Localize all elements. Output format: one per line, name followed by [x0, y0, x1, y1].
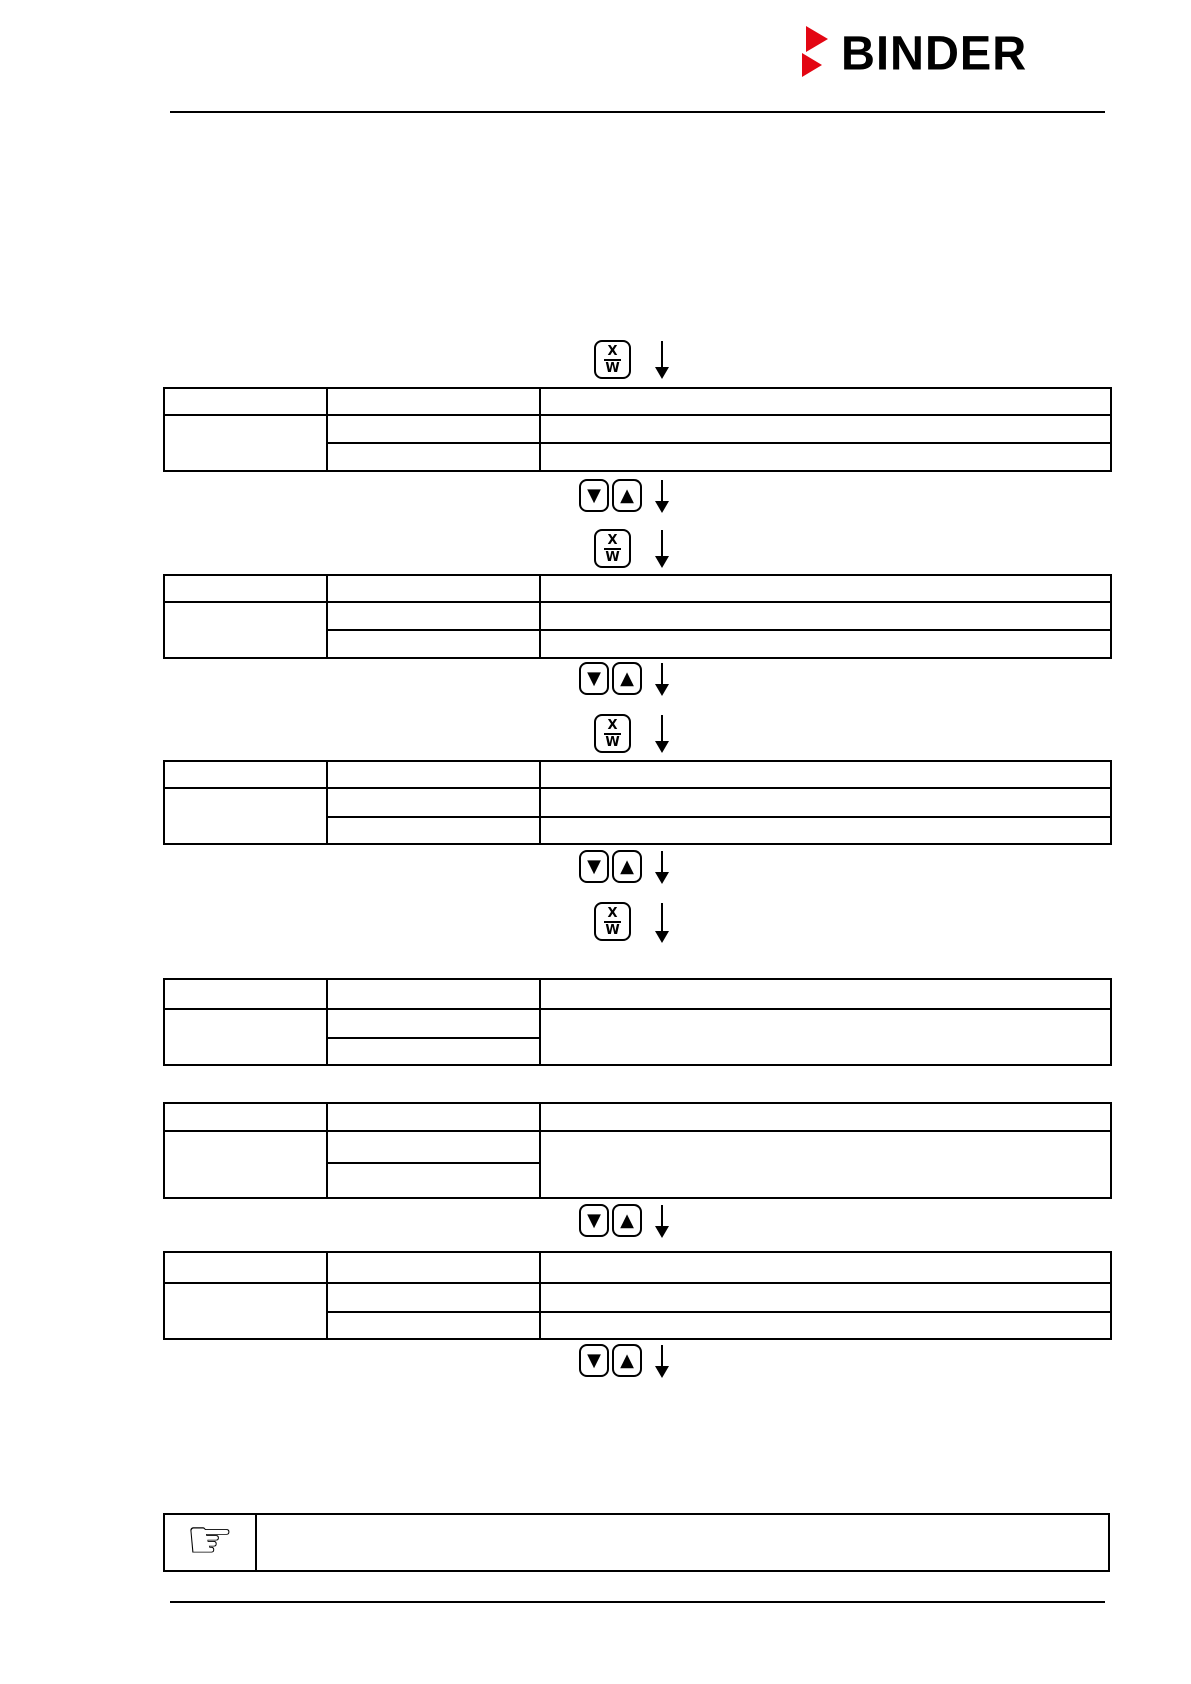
table-1 — [163, 387, 1112, 472]
up-key-icon — [612, 662, 642, 695]
down-arrow-icon — [655, 530, 669, 568]
table-cell — [540, 979, 1111, 1009]
up-key-glyph: ▲ — [620, 667, 634, 689]
table-cell — [164, 979, 327, 1009]
table-cell — [164, 415, 327, 471]
table-cell — [540, 1103, 1111, 1131]
table-cell — [327, 1312, 540, 1339]
table-cell — [327, 443, 540, 471]
xw-key-bottom-label: W — [605, 922, 620, 938]
table-2 — [163, 574, 1112, 659]
table-6 — [163, 1251, 1112, 1340]
table-cell — [327, 979, 540, 1009]
down-arrow-icon — [655, 480, 669, 513]
table-cell — [540, 1252, 1111, 1283]
binder-logo-text: BINDER — [841, 24, 1028, 80]
table-cell — [164, 1103, 327, 1131]
table-cell — [540, 1312, 1111, 1339]
xw-key-top-label: X — [604, 534, 620, 550]
table-cell — [327, 602, 540, 630]
binder-logo — [802, 26, 1027, 78]
table-cell — [327, 1009, 540, 1038]
xw-key-bottom-label: W — [605, 734, 620, 750]
up-key-glyph: ▲ — [620, 1209, 634, 1231]
note-icon-cell — [165, 1507, 257, 1571]
table-cell — [164, 788, 327, 844]
down-key-glyph: ▼ — [587, 484, 601, 506]
up-key-glyph: ▲ — [620, 855, 634, 877]
xw-key-icon — [594, 714, 631, 753]
table-3 — [163, 760, 1112, 845]
table-cell — [327, 388, 540, 415]
down-arrow-icon — [655, 851, 669, 884]
pointing-hand-icon: ☞ — [185, 1507, 235, 1571]
table-cell — [540, 415, 1111, 443]
xw-key-top-label: X — [604, 345, 620, 361]
down-key-icon — [579, 1344, 609, 1377]
up-key-glyph: ▲ — [620, 1349, 634, 1371]
up-key-icon — [612, 479, 642, 512]
table-cell — [540, 630, 1111, 658]
table-5 — [163, 1102, 1112, 1199]
table-cell — [540, 761, 1111, 788]
note-text — [257, 1515, 1108, 1570]
xw-key-icon — [594, 902, 631, 941]
table-cell — [164, 1252, 327, 1283]
table-cell — [327, 1252, 540, 1283]
table-cell — [327, 575, 540, 602]
table-cell — [540, 443, 1111, 471]
down-arrow-icon — [655, 663, 669, 696]
down-key-icon — [579, 1204, 609, 1237]
down-arrow-icon — [655, 1345, 669, 1378]
up-key-icon — [612, 1344, 642, 1377]
down-arrow-icon — [655, 1205, 669, 1238]
xw-key-icon — [594, 529, 631, 568]
down-key-glyph: ▼ — [587, 855, 601, 877]
xw-key-top-label: X — [604, 907, 620, 923]
table-cell — [164, 1009, 327, 1065]
table-cell — [327, 817, 540, 844]
down-arrow-icon — [655, 341, 669, 379]
table-cell — [540, 602, 1111, 630]
table-cell — [540, 1131, 1111, 1198]
down-key-icon — [579, 479, 609, 512]
table-cell — [327, 1131, 540, 1163]
down-arrow-icon — [655, 903, 669, 943]
table-cell — [327, 1283, 540, 1312]
down-key-glyph: ▼ — [587, 1349, 601, 1371]
table-cell — [164, 1131, 327, 1198]
binder-logo-mark-icon — [802, 26, 832, 78]
xw-key-icon — [594, 340, 631, 379]
table-cell — [164, 575, 327, 602]
up-key-icon — [612, 850, 642, 883]
footer-rule — [170, 1601, 1105, 1603]
xw-key-bottom-label: W — [605, 549, 620, 565]
down-arrow-icon — [655, 715, 669, 753]
table-4 — [163, 978, 1112, 1066]
table-cell — [164, 1283, 327, 1339]
table-cell — [327, 415, 540, 443]
table-cell — [540, 1009, 1111, 1065]
table-cell — [540, 388, 1111, 415]
table-cell — [327, 788, 540, 817]
up-key-icon — [612, 1204, 642, 1237]
table-cell — [164, 602, 327, 658]
xw-key-top-label: X — [604, 719, 620, 735]
up-key-glyph: ▲ — [620, 484, 634, 506]
down-key-icon — [579, 850, 609, 883]
table-cell — [327, 761, 540, 788]
table-cell — [327, 1163, 540, 1198]
header-rule — [170, 111, 1105, 113]
table-cell — [327, 630, 540, 658]
table-cell — [540, 575, 1111, 602]
down-key-icon — [579, 662, 609, 695]
table-cell — [540, 817, 1111, 844]
table-cell — [164, 761, 327, 788]
down-key-glyph: ▼ — [587, 667, 601, 689]
table-cell — [540, 1283, 1111, 1312]
down-key-glyph: ▼ — [587, 1209, 601, 1231]
xw-key-bottom-label: W — [605, 360, 620, 376]
table-cell — [540, 788, 1111, 817]
table-cell — [327, 1038, 540, 1065]
note-box — [163, 1507, 1110, 1572]
table-cell — [164, 388, 327, 415]
table-cell — [327, 1103, 540, 1131]
